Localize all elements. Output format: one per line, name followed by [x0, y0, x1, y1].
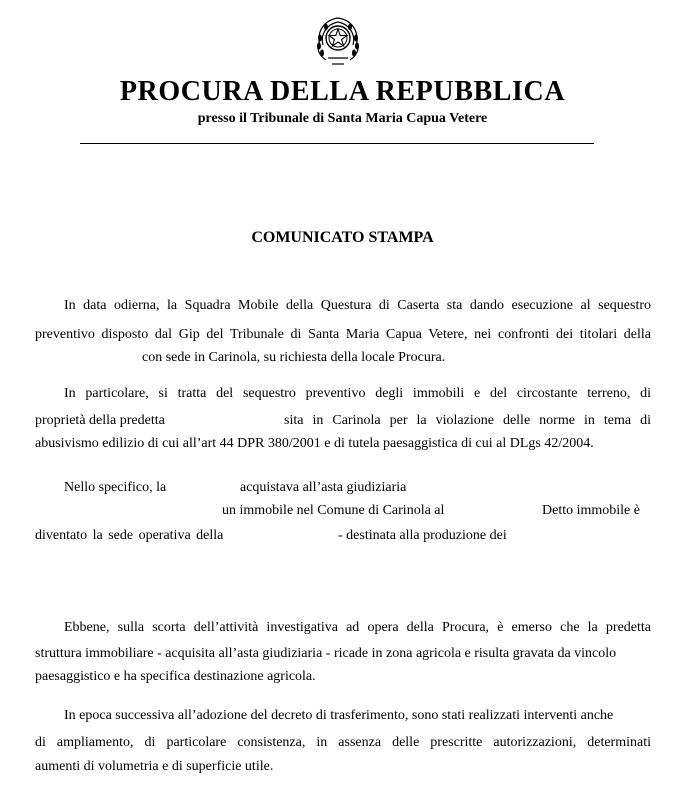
paragraph-3-line-3a: diventato la sede operativa della: [35, 528, 224, 543]
paragraph-2-line-2a: proprietà della predetta: [35, 413, 165, 428]
page-subtitle: presso il Tribunale di Santa Maria Capua Vetere: [197, 111, 488, 126]
header-divider: [80, 143, 594, 144]
paragraph-4-line-3: paesaggistico e ha specifica destinazione agricola.: [35, 669, 316, 684]
paragraph-3-line-1b: acquistava all’asta giudiziaria: [240, 480, 407, 495]
paragraph-3-line-3b: - destinata alla produzione dei: [338, 528, 507, 543]
paragraph-5-line-1: In epoca successiva all’adozione del decreto di trasferimento, sono stati realizzati interventi anche: [64, 708, 614, 723]
paragraph-3-line-2a: un immobile nel Comune di Carinola al: [222, 503, 445, 518]
paragraph-1-line-1: In data odierna, la Squadra Mobile della Questura di Caserta sta dando esecuzione al sequestro: [64, 298, 651, 313]
paragraph-5-line-2: di ampliamento, di particolare consistenza, in assenza delle prescritte autorizzazioni, determinati: [35, 735, 651, 750]
paragraph-1-line-2: preventivo disposto dal Gip del Tribunale di Santa Maria Capua Vetere, nei confronti dei titolari della: [35, 327, 651, 342]
paragraph-4-line-2: struttura immobiliare - acquisita all’asta giudiziaria - ricade in zona agricola e risulta gravata da vincolo: [35, 646, 617, 661]
page-title: PROCURA DELLA REPUBBLICA: [119, 76, 566, 107]
document-heading: COMUNICATO STAMPA: [251, 229, 434, 246]
paragraph-2-line-3: abusivismo edilizio di cui all’art 44 DPR 380/2001 e di tutela paesaggistica di cui al DLgs 42/2004.: [35, 436, 594, 451]
paragraph-2-line-1: In particolare, si tratta del sequestro preventivo degli immobili e del circostante terreno, di: [64, 386, 651, 401]
paragraph-3-line-2b: Detto immobile è: [542, 503, 640, 518]
paragraph-2-line-2b: sita in Carinola per la violazione delle norme in tema di: [284, 413, 651, 428]
emblem-of-italy-icon: [312, 14, 364, 68]
paragraph-1-line-3: con sede in Carinola, su richiesta della locale Procura.: [142, 350, 446, 365]
paragraph-3-line-1a: Nello specifico, la: [64, 480, 167, 495]
paragraph-5-line-3: aumenti di volumetria e di superficie utile.: [35, 759, 274, 774]
paragraph-4-line-1: Ebbene, sulla scorta dell’attività investigativa ad opera della Procura, è emerso che la predetta: [64, 620, 651, 635]
